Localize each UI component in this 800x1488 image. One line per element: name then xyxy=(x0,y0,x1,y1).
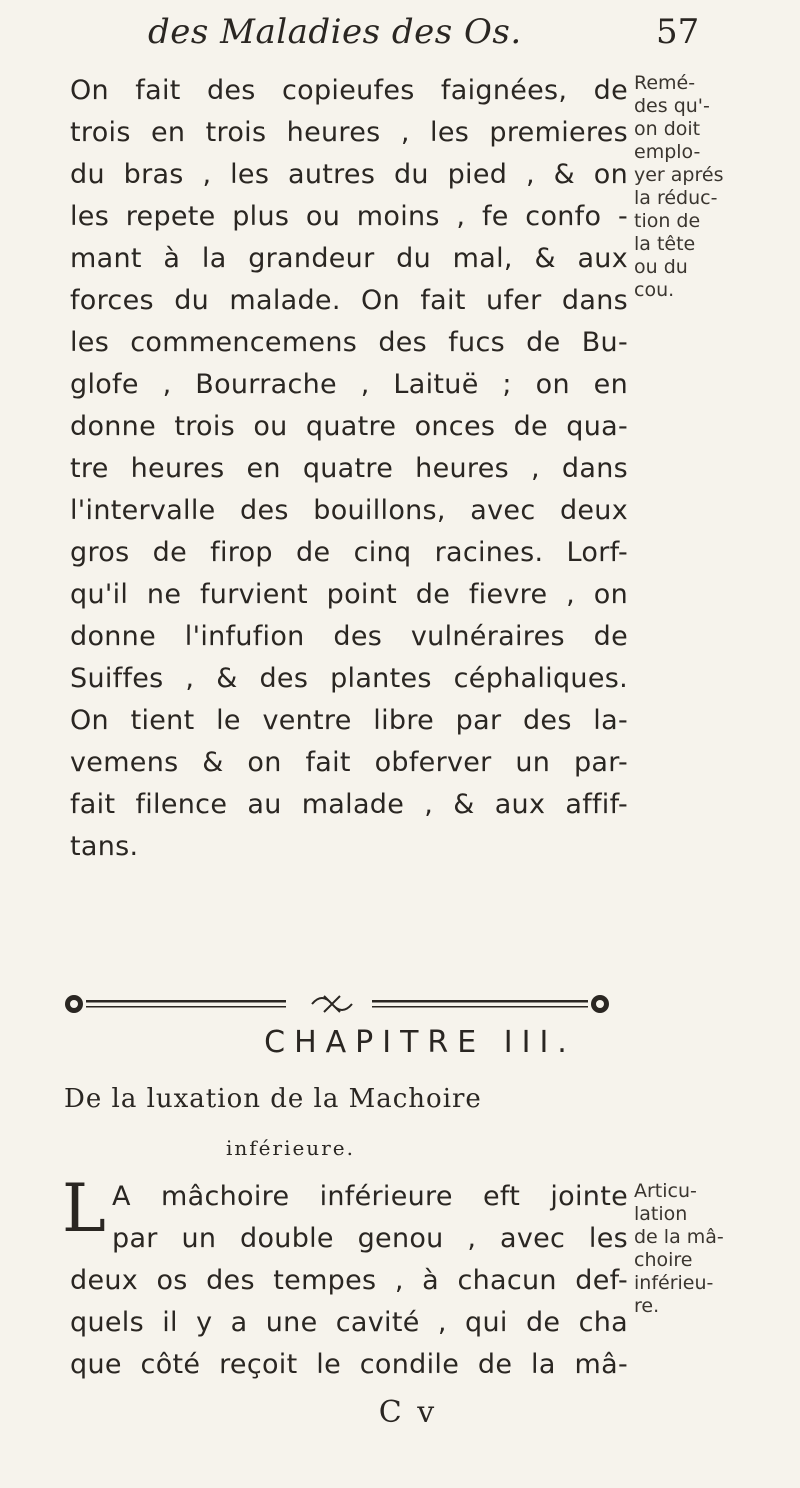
text-line: trois en trois heures , les premieres xyxy=(70,117,628,148)
text-line: du bras , les autres du pied , & on xyxy=(70,159,628,190)
text-line: forces du malade. On fait ufer dans xyxy=(70,285,628,316)
margin-note-line: Articu- xyxy=(634,1180,697,1202)
margin-note-line: tion de xyxy=(634,210,701,232)
section-title-continued: inférieure. xyxy=(226,1136,355,1160)
margin-note-line: yer aprés xyxy=(634,164,724,186)
text-line: quels il y a une cavité , qui de cha xyxy=(70,1307,628,1338)
margin-note-remedies xyxy=(634,72,796,302)
drop-cap: L xyxy=(62,1170,106,1247)
ornament-rule xyxy=(62,986,612,1022)
margin-note-articulation xyxy=(634,1180,796,1318)
margin-note-line: ou du xyxy=(634,256,688,278)
running-head xyxy=(0,8,800,58)
text-line: tans. xyxy=(70,831,139,862)
text-line: A mâchoire inférieure eft jointe xyxy=(112,1181,628,1212)
margin-note-line: la réduc- xyxy=(634,187,718,209)
text-line: donne l'infufion des vulnéraires de xyxy=(70,621,628,652)
text-line: l'intervalle des bouillons, avec deux xyxy=(70,495,628,526)
section-title: De la luxation de la Machoire xyxy=(64,1084,482,1114)
text-line: qu'il ne furvient point de fievre , on xyxy=(70,579,628,610)
margin-note-line: cou. xyxy=(634,279,675,301)
text-line: donne trois ou quatre onces de qua- xyxy=(70,411,628,442)
margin-note-line: on doit xyxy=(634,118,701,140)
text-line: fait filence au malade , & aux affif- xyxy=(70,789,628,820)
text-line: On tient le ventre libre par des la- xyxy=(70,705,628,736)
margin-note-line: re. xyxy=(634,1295,660,1317)
text-line: tre heures en quatre heures , dans xyxy=(70,453,628,484)
margin-note-line: des qu'- xyxy=(634,95,710,117)
text-line: vemens & on fait obferver un par- xyxy=(70,747,628,778)
text-line: glofe , Bourrache , Laituë ; on en xyxy=(70,369,628,400)
signature-mark: C v xyxy=(378,1395,438,1430)
margin-note-line: lation xyxy=(634,1203,688,1225)
text-line: que côté reçoit le condile de la mâ- xyxy=(70,1349,628,1380)
text-line: On fait des copieufes faignées, de xyxy=(70,75,628,106)
running-head-title: des Maladies des Os. xyxy=(148,12,522,52)
text-line: par un double genou , avec les xyxy=(112,1223,628,1254)
text-line: les commencemens des fucs de Bu- xyxy=(70,327,628,358)
text-line: gros de firop de cinq racines. Lorf- xyxy=(70,537,628,568)
margin-note-line: inférieu- xyxy=(634,1272,714,1294)
margin-note-line: la tête xyxy=(634,233,696,255)
margin-note-line: de la mâ- xyxy=(634,1226,724,1248)
margin-note-line: choire xyxy=(634,1249,693,1271)
page-number: 57 xyxy=(656,12,700,52)
text-line: Suiffes , & des plantes céphaliques. xyxy=(70,663,628,694)
chapter-title: CHAPITRE III. xyxy=(264,1025,576,1060)
text-line: deux os des tempes , à chacun def- xyxy=(70,1265,628,1296)
text-line: mant à la grandeur du mal, & aux xyxy=(70,243,628,274)
margin-note-line: Remé- xyxy=(634,72,696,94)
margin-note-line: emplo- xyxy=(634,141,701,163)
text-line: les repete plus ou moins , fe confo - xyxy=(70,201,628,232)
